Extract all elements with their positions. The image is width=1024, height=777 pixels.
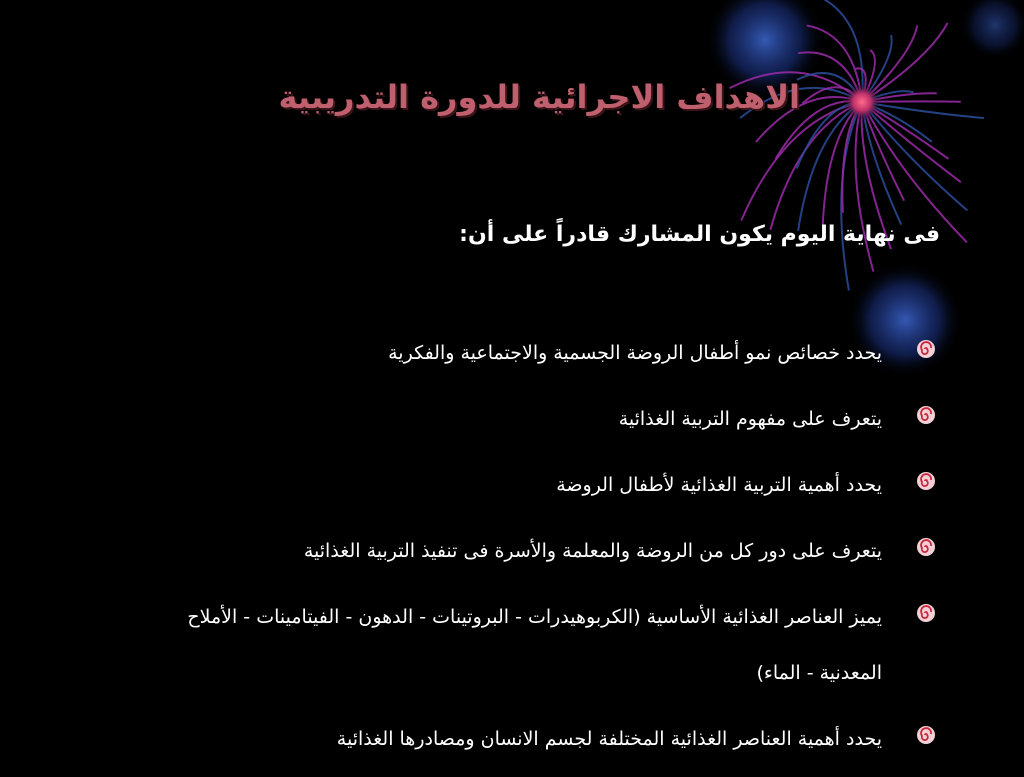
list-item [120, 711, 940, 767]
spiral-bullet-icon [916, 603, 936, 623]
list-item [120, 589, 940, 701]
firework-strand [862, 102, 967, 211]
list-item [120, 457, 940, 513]
list-item [120, 391, 940, 447]
list-item-text: يحدد أهمية العناصر الغذائية المختلفة لجسم الانسان ومصادرها الغذائية [336, 728, 882, 750]
spiral-bullet-icon [916, 471, 936, 491]
list-item-text: يحدد أهمية التربية الغذائية لأطفال الروضة [556, 474, 882, 496]
spiral-bullet-icon [916, 537, 936, 557]
list-item-text: يتعرف على مفهوم التربية الغذائية [618, 408, 882, 430]
spiral-bullet-icon [916, 339, 936, 359]
list-item-text: يميز العناصر الغذائية الأساسية (الكربوهيدرات - البروتينات - الدهون - الفيتامينات - الأملاح المعدنية - الماء) [187, 606, 882, 684]
objectives-list [120, 325, 940, 777]
slide-title: الاهداف الاجرائية للدورة التدريبية [278, 78, 800, 116]
slide-intro: فى نهاية اليوم يكون المشارك قادراً على أن: [459, 222, 940, 247]
list-item [120, 523, 940, 579]
list-item-text: يحدد خصائص نمو أطفال الروضة الجسمية والاجتماعية والفكرية [388, 342, 882, 364]
spiral-bullet-icon [916, 725, 936, 745]
list-item [120, 325, 940, 381]
spiral-bullet-icon [916, 405, 936, 425]
list-item-text: يتعرف على دور كل من الروضة والمعلمة والأسرة فى تنفيذ التربية الغذائية [303, 540, 882, 562]
